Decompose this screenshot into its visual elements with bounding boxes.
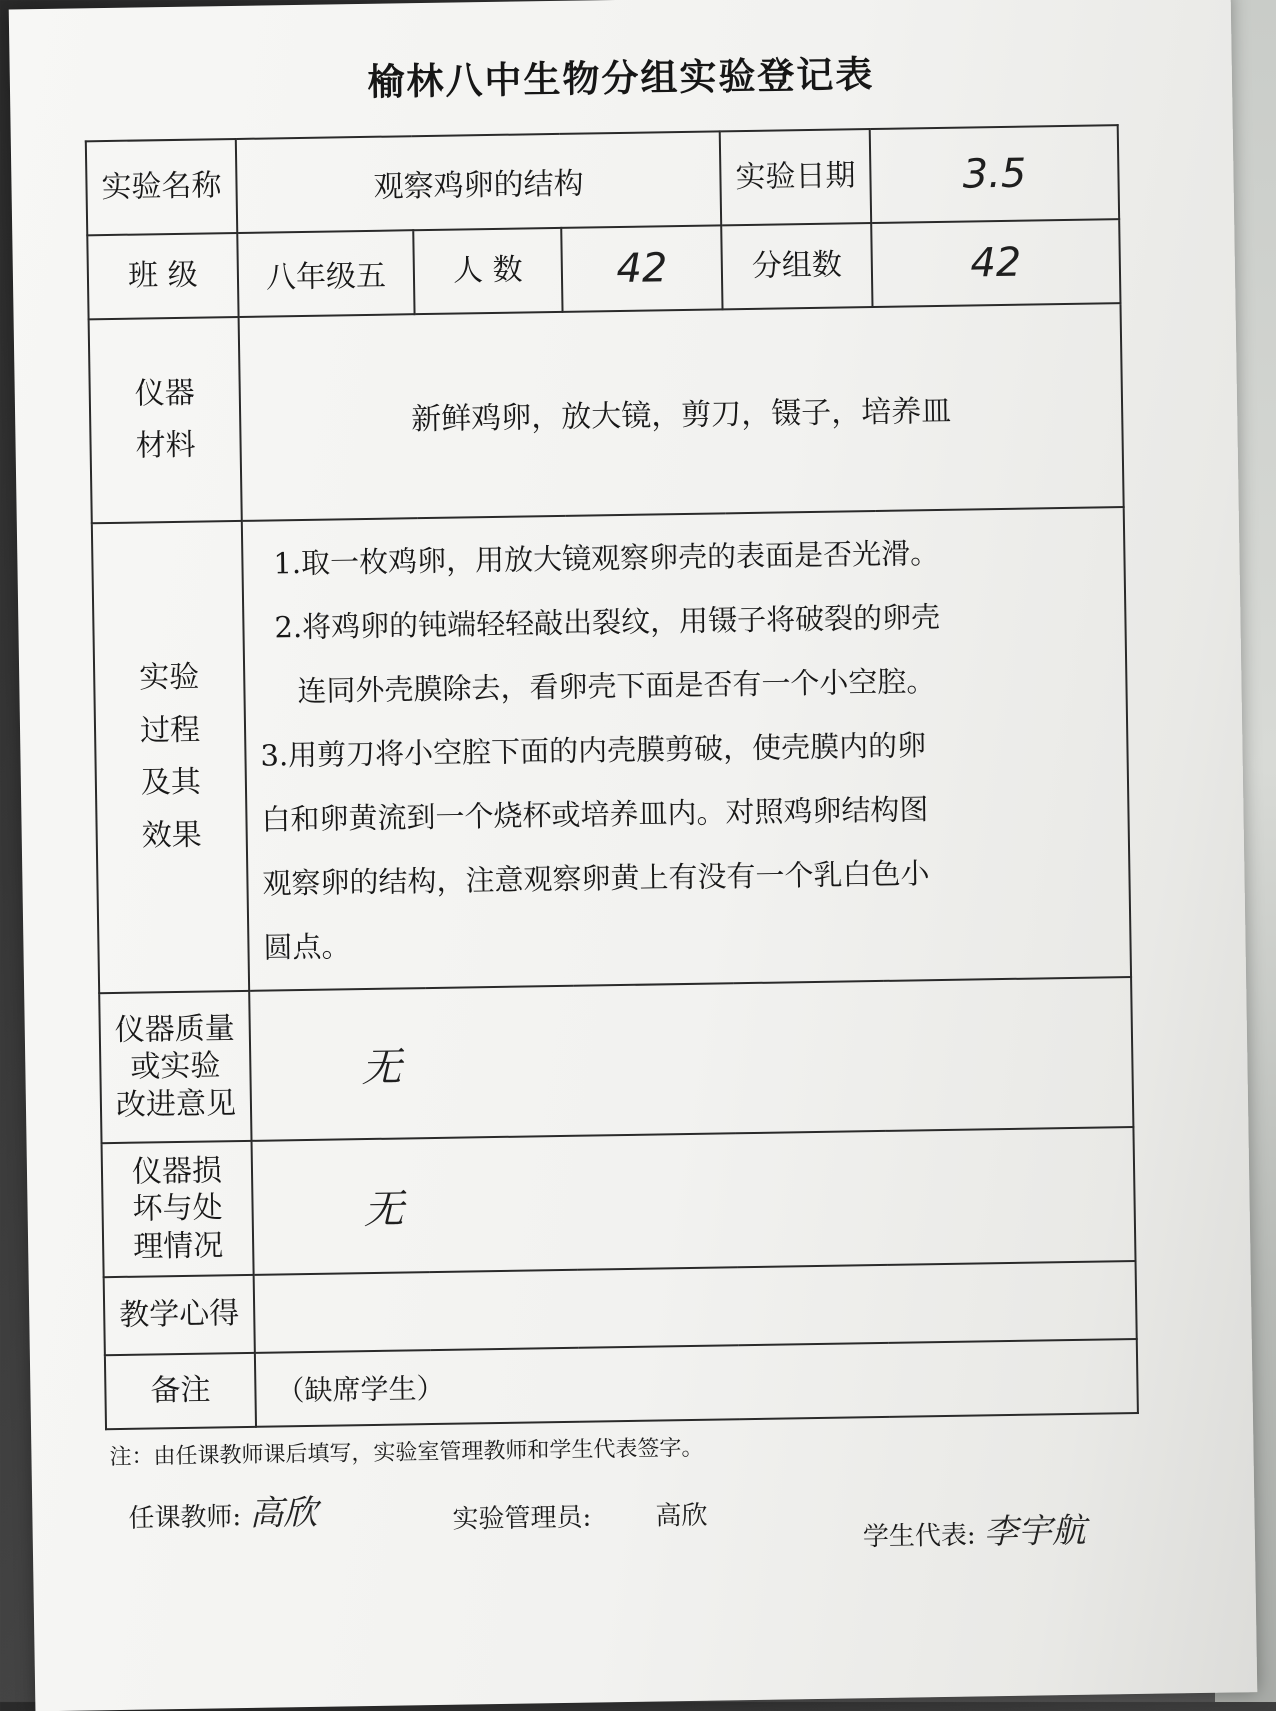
damage-label-line: 仪器损 (131, 1153, 223, 1190)
people-value: 42 (561, 225, 722, 312)
teacher-signature-block (128, 1485, 318, 1537)
procedure-line: 1.取一枚鸡卵，用放大镜观察卵壳的表面是否光滑。 (273, 535, 940, 581)
admin-label: 实验管理员: (452, 1502, 592, 1535)
row-materials (89, 303, 1124, 523)
procedure-line: 圆点。 (263, 929, 351, 965)
row-quality (99, 977, 1133, 1143)
teacher-signature: 高欣 (249, 1492, 318, 1534)
procedure-line: 白和卵黄流到一个烧杯或培养皿内。对照鸡卵结构图 (261, 792, 929, 837)
procedure-line: 3.用剪刀将小空腔下面的内壳膜剪破，使壳膜内的卵 (260, 728, 927, 773)
admin-name: 高欣 (655, 1500, 708, 1532)
remarks-value-cell (255, 1339, 1138, 1427)
registration-form-paper (9, 0, 1258, 1711)
row-experiment (86, 125, 1119, 235)
teaching-value-cell (254, 1261, 1137, 1353)
damage-label (102, 1141, 254, 1277)
remarks-value: （缺席学生） (276, 1371, 445, 1408)
procedure-line: 连同外壳膜除去，看卵壳下面是否有一个小空腔。 (297, 664, 936, 709)
date-value: 3.5 (870, 125, 1119, 223)
teaching-label: 教学心得 (104, 1275, 255, 1355)
materials-label-line: 仪器 (134, 375, 196, 412)
form-footnote: 注：由任课教师课后填写，实验室管理教师和学生代表签字。 (109, 1435, 704, 1471)
people-label: 人 数 (413, 228, 562, 314)
procedure-label-line: 实验 (138, 659, 200, 696)
experiment-name-value: 观察鸡卵的结构 (236, 131, 721, 233)
materials-value: 新鲜鸡卵，放大镜，剪刀，镊子，培养皿 (239, 303, 1124, 521)
quality-label-line: 或实验 (130, 1048, 221, 1085)
admin-signature-block (452, 1495, 708, 1536)
damage-value: 无 (363, 1185, 404, 1233)
student-signature: 李宇航 (983, 1510, 1087, 1553)
procedure-line: 2.将鸡卵的钝端轻轻敲出裂纹，用镊子将破裂的卵壳 (274, 599, 941, 645)
remarks-label: 备注 (105, 1353, 256, 1429)
materials-label-line: 材料 (135, 427, 196, 464)
procedure-label-line: 效果 (141, 817, 202, 854)
row-damage (102, 1127, 1136, 1277)
registration-table (85, 124, 1139, 1430)
experiment-name-label: 实验名称 (86, 139, 237, 235)
teacher-label: 任课教师: (128, 1502, 242, 1534)
quality-label-line: 仪器质量 (114, 1010, 236, 1048)
row-class (87, 219, 1120, 319)
quality-value-cell (249, 977, 1133, 1141)
materials-label (89, 317, 242, 523)
date-label: 实验日期 (720, 129, 871, 225)
class-value: 八年级五 (237, 230, 414, 317)
form-title: 榆林八中生物分组实验登记表 (367, 52, 875, 104)
procedure-label (92, 521, 249, 993)
procedure-label-line: 及其 (140, 764, 202, 801)
student-label: 学生代表: (862, 1520, 976, 1553)
damage-value-cell (252, 1127, 1136, 1275)
procedure-label-line: 过程 (139, 712, 201, 749)
procedure-line: 观察卵的结构，注意观察卵黄上有没有一个乳白色小 (262, 856, 930, 901)
groups-label: 分组数 (721, 223, 872, 309)
damage-label-line: 理情况 (132, 1228, 224, 1265)
quality-label (99, 991, 251, 1143)
quality-label-line: 改进意见 (115, 1085, 237, 1123)
groups-value: 42 (871, 219, 1120, 307)
damage-label-line: 坏与处 (132, 1190, 223, 1227)
student-signature-block (862, 1503, 1086, 1555)
class-label: 班 级 (87, 233, 238, 319)
row-remarks (105, 1339, 1138, 1429)
procedure-value (242, 507, 1131, 991)
row-procedure (92, 507, 1131, 993)
quality-value: 无 (361, 1043, 402, 1091)
